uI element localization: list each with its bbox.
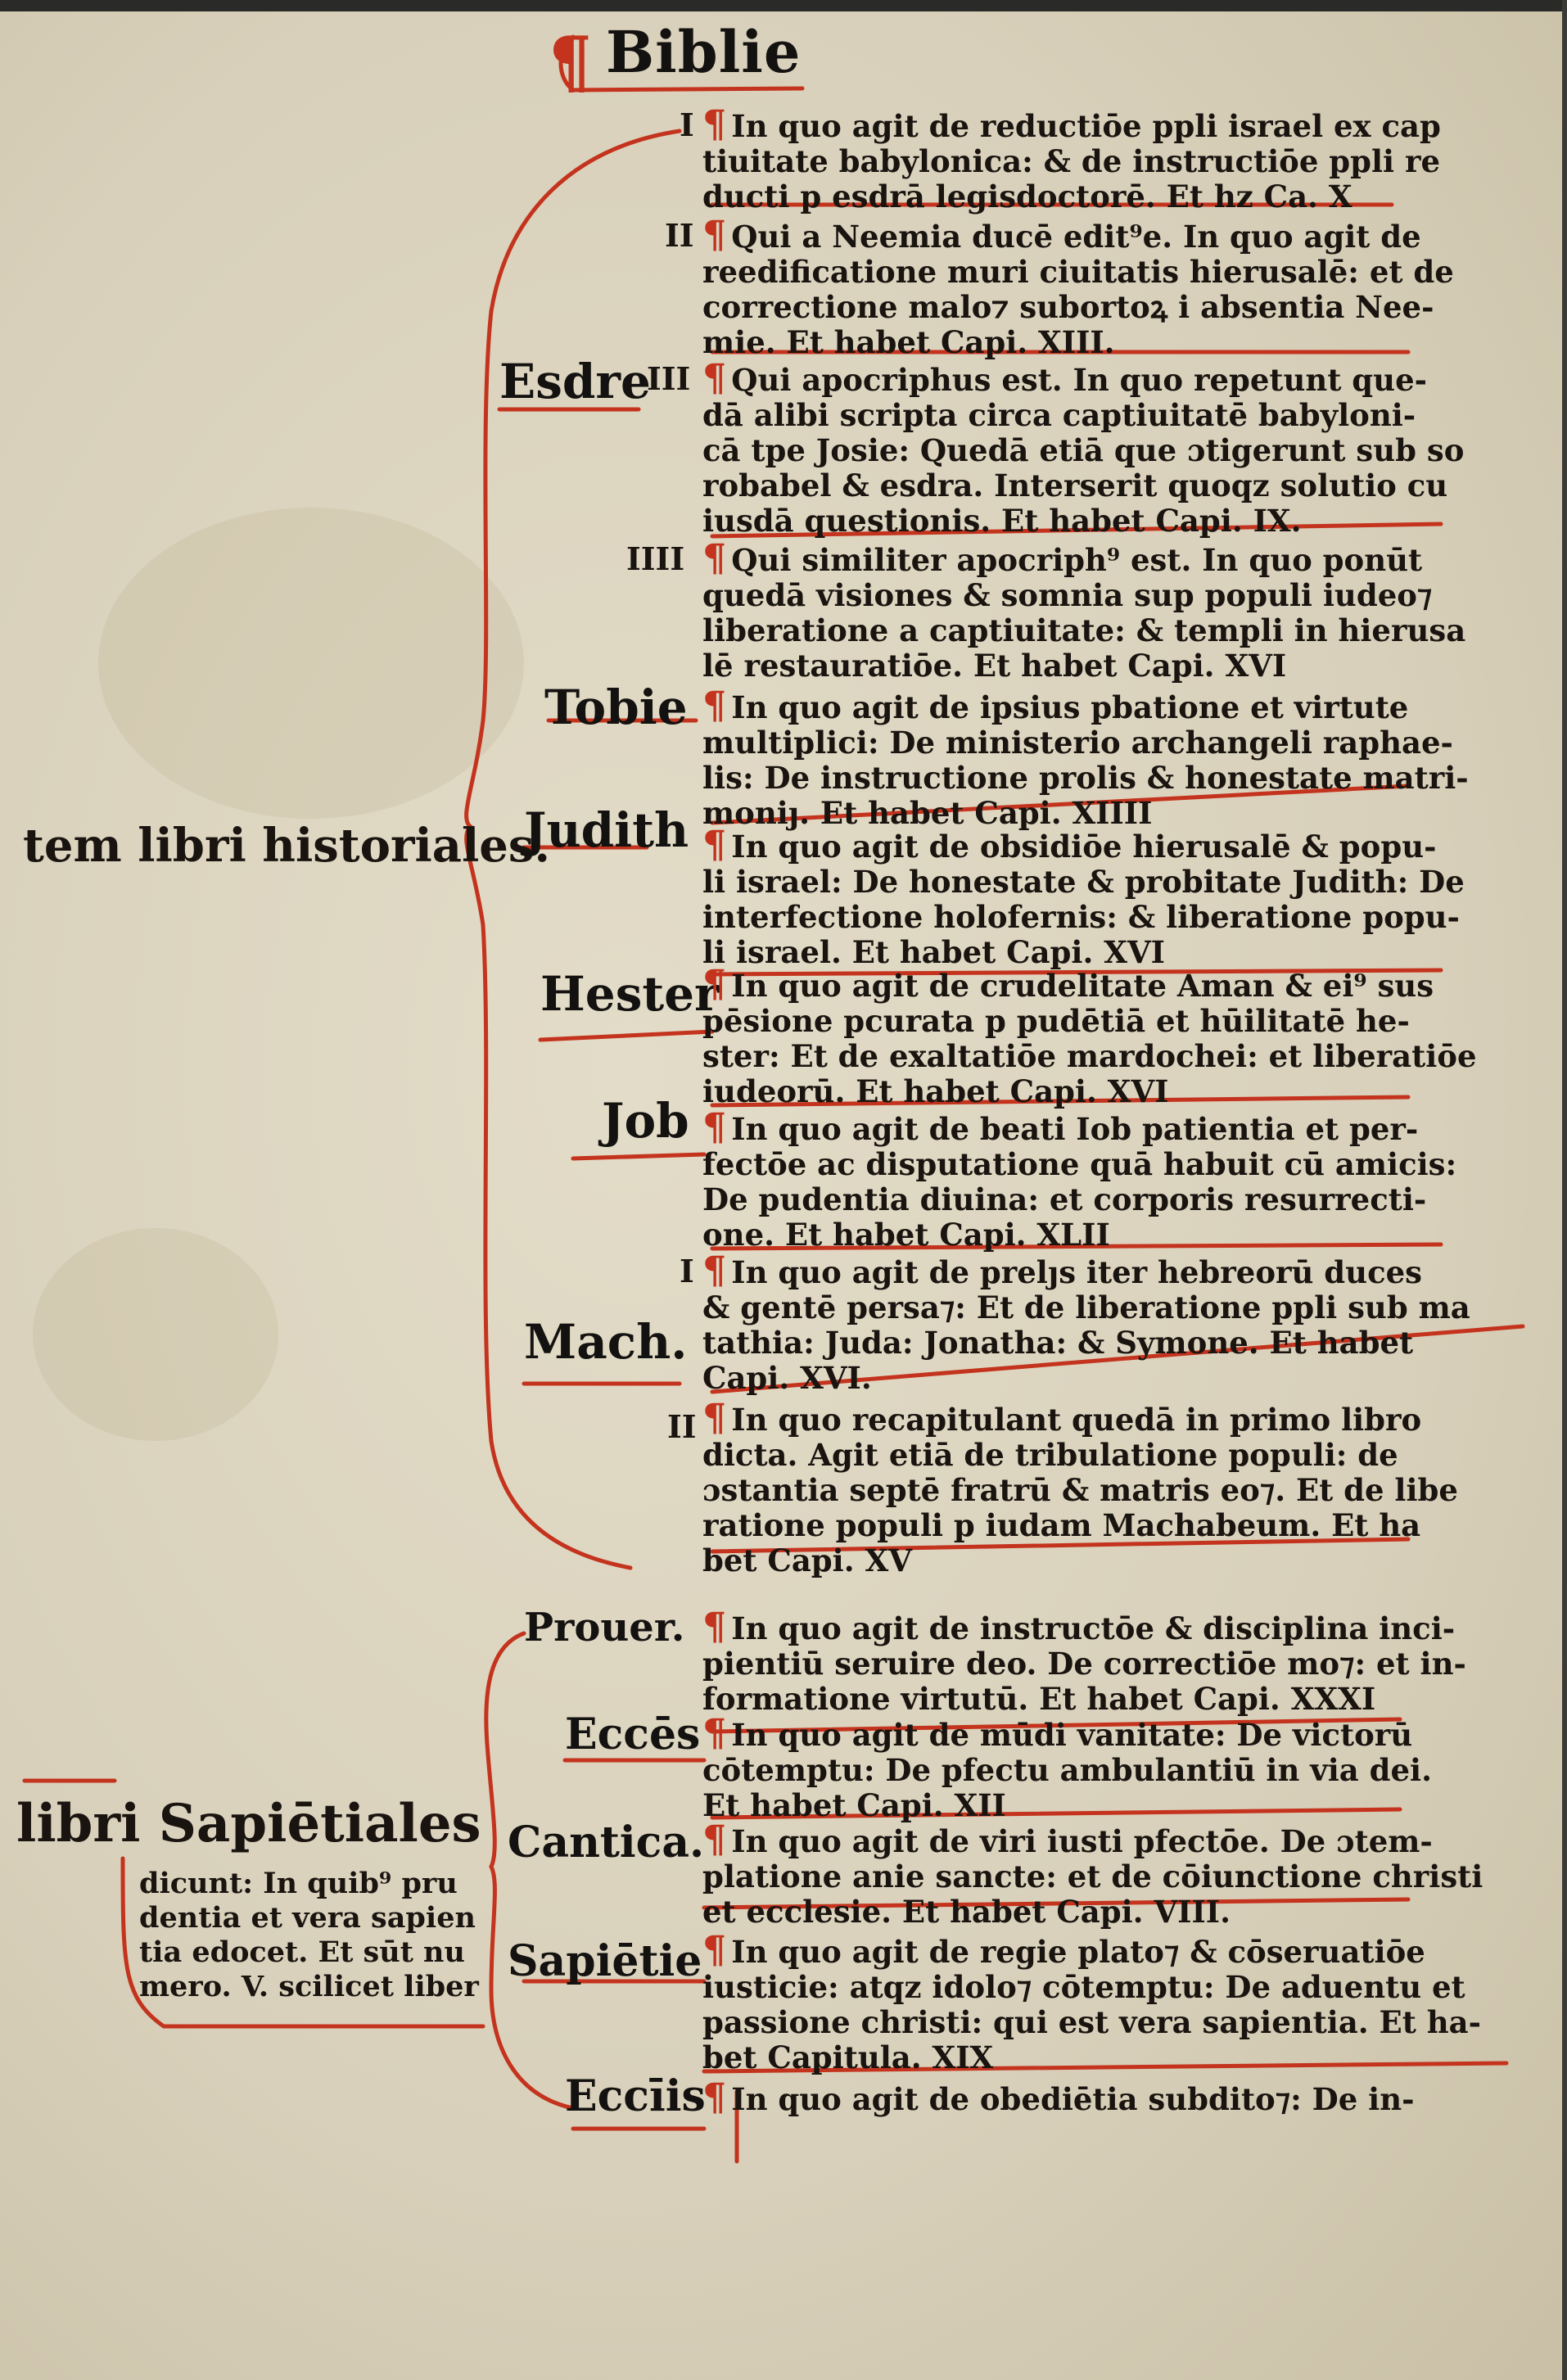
entry-line: lē restauratiōe. Et habet Capi. XVI bbox=[702, 648, 1287, 684]
entry-line: ¶ In quo agit de beati Iob patientia et per- bbox=[702, 1109, 1423, 1147]
entry-line: robabel & esdra. Interserit quoqz solutio cu bbox=[702, 467, 1448, 504]
entry-line: ratione populi p iudam Machabeum. Et ha bbox=[702, 1507, 1421, 1543]
entry-line: moniȷ. Et habet Capi. XIIII bbox=[702, 795, 1153, 831]
entry-line: et ecclesie. Et habet Capi. VIII. bbox=[702, 1894, 1231, 1930]
book-esdre: Esdre bbox=[499, 354, 651, 409]
book-judith: Judith bbox=[524, 802, 689, 858]
page-title: Biblie bbox=[606, 18, 802, 86]
entry-line: multiplici: De ministerio archangeli raphae- bbox=[702, 725, 1453, 761]
numeral-esdre-2: II bbox=[665, 217, 694, 254]
numeral-mach-1: I bbox=[680, 1253, 694, 1289]
entry-line: li israel. Et habet Capi. XVI bbox=[702, 934, 1165, 970]
entry-line: passione christi: qui est vera sapientia. Et ha- bbox=[702, 2004, 1481, 2040]
entry-line: ¶ Qui apocriphus est. In quo repetunt que- bbox=[702, 360, 1423, 398]
entry-line: ¶ Qui a Neemia ducē edit⁹e. In quo agit de bbox=[702, 217, 1423, 255]
entry-line: mie. Et habet Capi. XIII. bbox=[702, 324, 1115, 360]
entry-job bbox=[702, 1109, 1457, 1253]
entry-line: cā tpe Josie: Quedā etiā que ɔtigerunt sub so bbox=[702, 432, 1465, 468]
entry-line: quedā visiones & somnia sup populi iudeo⁊ bbox=[702, 577, 1433, 613]
entry-line: cōtemptu: De pfectu ambulantiū in via dei. bbox=[702, 1752, 1432, 1788]
entry-line: ¶ Qui similiter apocriph⁹ est. In quo ponūt bbox=[702, 540, 1423, 578]
entry-line: Capi. XVI. bbox=[702, 1360, 872, 1396]
sapiential-brace bbox=[486, 1633, 573, 2108]
entry-line: ducti p esdrā legisdoctorē. Et hz Ca. X bbox=[702, 178, 1352, 215]
numeral-esdre-3: III bbox=[647, 360, 691, 397]
entry-line: formatione virtutū. Et habet Capi. XXXI bbox=[702, 1681, 1376, 1717]
book-job: Job bbox=[602, 1093, 689, 1149]
book-prouer: Prouer. bbox=[524, 1605, 685, 1651]
entry-line: pientiū seruire deo. De correctiōe mo⁊: et in- bbox=[702, 1646, 1466, 1682]
entry-line: & gentē persa⁊: Et de liberatione ppli sub ma bbox=[702, 1289, 1470, 1325]
sapiential-desc-line: tia edocet. Et sūt nu bbox=[139, 1935, 465, 1969]
entry-cantica bbox=[702, 1822, 1483, 1930]
entry-tobie bbox=[702, 688, 1469, 831]
sapiential-desc-line: mero. V. scilicet liber bbox=[139, 1970, 479, 2003]
entry-judith bbox=[702, 827, 1465, 970]
entry-line: reedificatione muri ciuitatis hierusalē: et de bbox=[702, 254, 1454, 290]
entry-line: lis: De instructione prolis & honestate matri- bbox=[702, 760, 1469, 796]
title-paragraph-mark: ¶ bbox=[549, 21, 593, 102]
entry-line: fectōe ac disputatione quā habuit cū amicis: bbox=[702, 1146, 1457, 1182]
entry-line: ¶ In quo agit de obediētia subdito⁊: De in- bbox=[702, 2080, 1423, 2117]
entry-line: ster: Et de exaltatiōe mardochei: et liberatiōe bbox=[702, 1038, 1477, 1074]
entry-line: bet Capitula. XIX bbox=[702, 2039, 994, 2075]
entry-line: ¶ In quo agit de viri iusti pfectōe. De ɔtem- bbox=[702, 1822, 1423, 1859]
entry-line: dā alibi scripta circa captiuitatē babyloni- bbox=[702, 397, 1416, 433]
entry-line: li israel: De honestate & probitate Judith: De bbox=[702, 864, 1465, 900]
sapiential-books-label: libri Sapiētiales bbox=[16, 1793, 481, 1854]
numeral-esdre-1: I bbox=[680, 106, 694, 143]
book-eccles: Eccēs bbox=[565, 1709, 701, 1759]
entry-line: ¶ In quo agit de regie plato⁊ & cōseruatiōe bbox=[702, 1932, 1423, 1970]
book-tobie: Tobie bbox=[544, 680, 688, 735]
sapiential-desc-line: dicunt: In quib⁹ pru bbox=[139, 1867, 458, 1900]
entry-line: bet Capi. XV bbox=[702, 1542, 912, 1578]
entry-line: ɔstantia septē fratrū & matris eo⁊. Et de libe bbox=[702, 1472, 1458, 1508]
entry-line: tiuitate babylonica: & de instructiōe ppli re bbox=[702, 143, 1441, 179]
entry-esdre-3 bbox=[702, 360, 1465, 539]
entry-line: ¶ In quo agit de instructōe & disciplina inci- bbox=[702, 1609, 1423, 1646]
entry-prouer bbox=[702, 1609, 1466, 1717]
entry-line: ¶ In quo agit de crudelitate Aman & ei⁹ sus bbox=[702, 966, 1423, 1004]
numeral-mach-2: II bbox=[667, 1408, 697, 1445]
entry-eccius bbox=[702, 2080, 1423, 2117]
entry-line: pēsione pcurata p pudētiā et hūilitatē he- bbox=[702, 1003, 1410, 1039]
sapiential-desc-line: dentia et vera sapien bbox=[139, 1901, 476, 1935]
book-cantica: Cantica. bbox=[508, 1818, 705, 1867]
entry-line: iudeorū. Et habet Capi. XVI bbox=[702, 1073, 1169, 1109]
entry-mach-1 bbox=[702, 1253, 1470, 1396]
book-mach: Mach. bbox=[524, 1314, 688, 1370]
entry-esdre-1 bbox=[702, 106, 1441, 215]
entry-line: dicta. Agit etiā de tribulatione populi: de bbox=[702, 1437, 1398, 1473]
entry-line: interfectione holofernis: & liberatione popu- bbox=[702, 899, 1460, 935]
entry-line: correctione malo⁊ subortoꝝ i absentia Nee- bbox=[702, 289, 1434, 325]
entry-line: platione anie sancte: et de cōiunctione christi bbox=[702, 1858, 1483, 1895]
entry-line: ¶ In quo agit de reductiōe ppli israel ex cap bbox=[702, 106, 1423, 144]
entry-line: ¶ In quo agit de prelȷs iter hebreorū duces bbox=[702, 1253, 1423, 1290]
entry-line: ¶ In quo agit de ipsius pbatione et virtute bbox=[702, 688, 1423, 725]
numeral-esdre-4: IIII bbox=[626, 540, 685, 577]
entry-line: tathia: Juda: Jonatha: & Symone. Et habet bbox=[702, 1325, 1414, 1361]
book-eccius: Eccīis bbox=[565, 2071, 706, 2121]
sapiential-description bbox=[139, 1867, 491, 2004]
entry-sapientie bbox=[702, 1932, 1481, 2075]
entry-esdre-2 bbox=[702, 217, 1454, 360]
entry-hester bbox=[702, 966, 1477, 1109]
entry-eccles bbox=[702, 1715, 1432, 1823]
entry-esdre-4 bbox=[702, 540, 1466, 684]
entry-line: ¶ In quo agit de mūdi vanitate: De victorū bbox=[702, 1715, 1423, 1753]
entry-line: ¶ In quo agit de obsidiōe hierusalē & popu- bbox=[702, 827, 1423, 865]
entry-line: Et habet Capi. XII bbox=[702, 1787, 1006, 1823]
entry-mach-2 bbox=[702, 1400, 1458, 1578]
book-hester: Hester bbox=[540, 966, 720, 1022]
entry-line: De pudentia diuina: et corporis resurrecti- bbox=[702, 1181, 1427, 1217]
entry-line: iusdā questionis. Et habet Capi. IX. bbox=[702, 503, 1302, 539]
entry-line: ¶ In quo recapitulant quedā in primo libro bbox=[702, 1400, 1423, 1438]
historical-books-label: tem libri historiales. bbox=[23, 819, 550, 873]
entry-line: liberatione a captiuitate: & templi in hierusa bbox=[702, 612, 1466, 648]
entry-line: one. Et habet Capi. XLII bbox=[702, 1217, 1110, 1253]
entry-line: iusticie: atqz idolo⁊ cōtemptu: De aduentu et bbox=[702, 1969, 1465, 2005]
book-sapientie: Sapiētie bbox=[508, 1936, 702, 1986]
